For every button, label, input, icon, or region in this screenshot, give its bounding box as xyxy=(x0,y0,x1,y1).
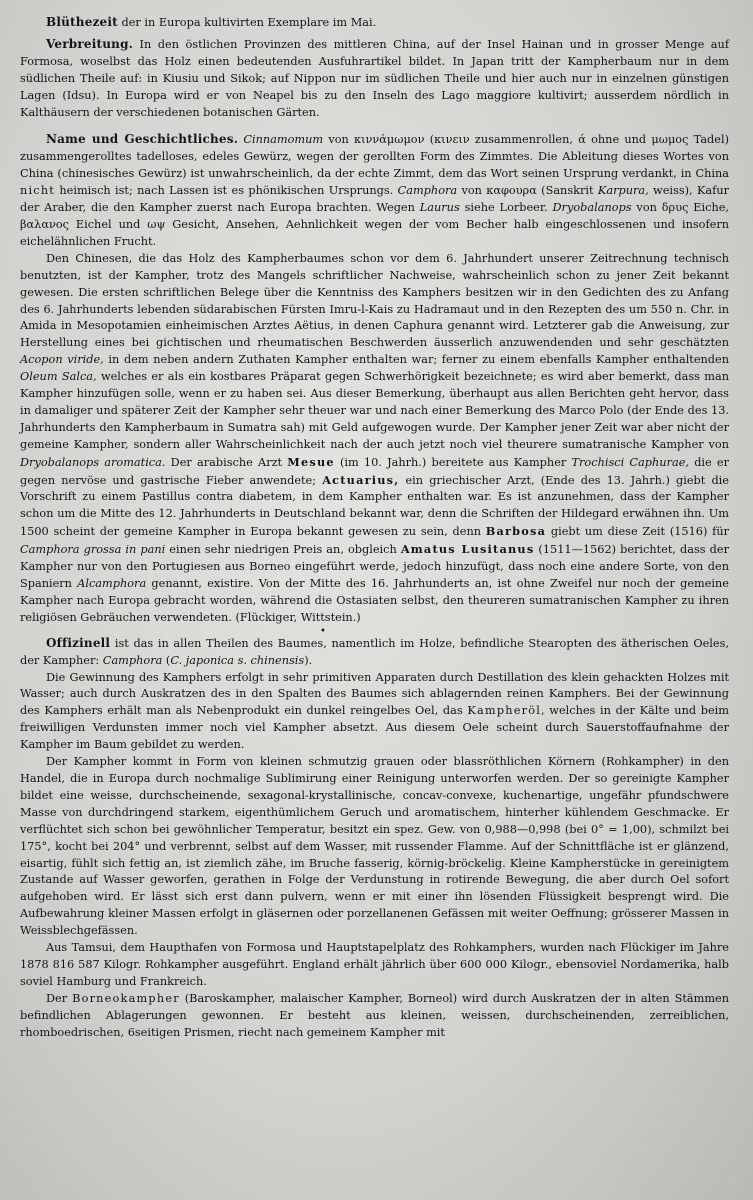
paragraph-eigenschaften xyxy=(20,754,729,940)
paragraph-offizinell xyxy=(20,635,729,670)
latin-name: C. japonica s. chinensis xyxy=(170,653,305,667)
text: ). xyxy=(304,653,313,667)
spaced-text: Kampheröl xyxy=(467,704,542,718)
text: (im 10. Jahrh.) bereitete aus Kampher xyxy=(334,455,572,469)
text: In den östlichen Provinzen des mittleren China, auf der Insel Hainan und in grosser Menge auf Formosa, woselbst das Holz einen bedeutenden Ausfuhrartikel bildet. In Japan tritt der Kampherbaum nur in dem südlichen Theile auf: in Kiusiu und Sikok; auf Nippon nur im südlichen Theile und hier auch nur in einzelnen günstigen Lagen (Idsu). In Europa wird er von Neapel bis zu den Inseln des Lago maggiore kultivirt; ausserdem nördlich in Kalthäusern der verschiedenen botanischen Gärten. xyxy=(20,37,729,119)
section-heading-verbreitung: Verbreitung. xyxy=(46,36,134,51)
paragraph-name-geschichte xyxy=(20,131,729,250)
text: der in Europa kultivirten Exemplare im Mai. xyxy=(117,16,377,29)
text: von κιννάμωμον (κινειν zusammenrollen, ά ohne und μωμος Tadel) zusammengerolltes tadelloses, edeles Gewürz, wegen der gerollten Form des Zimmtes. Die Ableitung dieses Wortes von China (chinesisches Gewürz) ist unwahrscheinlich, da der echte Zimmt, dem das Wort seinen Ursprung verdankt, in China xyxy=(20,133,729,181)
text: giebt um diese Zeit (1516) für xyxy=(546,525,729,539)
latin-name: Dryobalanops aromatica. xyxy=(20,455,166,469)
text: ( xyxy=(162,653,171,667)
text: welches er als ein kostbares Präparat gegen Schwerhörigkeit bezeichnete; es wird aber bemerkt, dass man Kampher hinzufügen solle, wenn er zu haben sei. Aus dieser Bemerkung, überhaupt aus allen Berichten geht hervor, dass in damaliger und späterer Zeit der Kampher sehr theuer war und nach einer Bemerkung des Marco Polo (der Ende des 13. Jahrhunderts den Kampherbaum in Sumatra sah) mit Geld aufgewogen wurde. Der Kampher jener Zeit war aber nicht der gemeine Kampher, sondern aller Wahrscheinlichkeit nach der auch jetzt noch viel theurere sumatranische Kampher von xyxy=(20,370,729,451)
spaced-text: nicht xyxy=(20,184,56,198)
person-name: Mesue xyxy=(287,454,335,469)
text: Den Chinesen, die das Holz des Kampherbaumes schon vor dem 6. Jahrhundert unserer Zeitrechnung technisch benutzten, ist der Kampher, trotz des Mangels schriftlicher Nachweise, wahrscheinlich schon zu jener Zeit bekannt gewesen. Die ersten schriftlichen Belege über die Kenntniss des Kamphers besitzen wir in den Gedichten des zu Anfang des 6. Jahrhunderts lebenden südarabischen Fürsten Imru-l-Kais zu Hadramaut und in den Rezepten des um 550 n. Chr. in Amida in Mesopotamien einheimischen Arztes Aëtius, in denen Caphura genannt wird. Letzterer gab die Anweisung, zur Herstellung eines bei gichtischen und rheumatischen Beschwerden äusserlich anzuwendenden und sehr geschätzten xyxy=(20,251,729,350)
person-name: Amatus Lusitanus xyxy=(400,542,535,557)
text: Die Gewinnung des Kamphers erfolgt in sehr primitiven Apparaten durch Destillation des klein gehackten Holzes mit Wasser; auch durch Auskratzen des in den Spalten des Baumes sich ablagernden reinen Kamphers. Bei der Gewinnung des Kamphers erhält man als Nebenprodukt ein dunkel reingelbes Oel, das xyxy=(20,670,729,718)
text: genannt, existire. Von der Mitte des 16. Jahrhunderts an, ist ohne Zweifel nur noch der gemeine Kampher nach Europa gebracht worden, während die Ostasiaten selbst, den theureren sumatranischen Kampher zu ihren religiösen Gebräuchen verwendeten. (Flückiger, Wittstein.) xyxy=(20,577,729,624)
section-heading-geschichte: Name und Geschichtliches. xyxy=(46,132,239,147)
text: in dem neben andern Zuthaten Kampher enthalten war; ferner zu einem ebenfalls Kampher enthaltenden xyxy=(103,353,729,367)
paragraph-gewinnung xyxy=(20,670,729,755)
latin-name: Alcamphora xyxy=(77,577,147,590)
text: von καφουρα (Sanskrit xyxy=(457,184,598,198)
latin-name: Camphora grossa in pani xyxy=(20,543,166,557)
text: Der arabische Arzt xyxy=(165,455,288,469)
text: Der Kampher kommt in Form von kleinen schmutzig grauen oder blassröthlichen Körnern (Rohkampher) in den Handel, die in Europa durch nochmalige Sublimirung einer Reinigung unterworfen werden. Der so gereinigte Kampher bildet eine weisse, durchscheinende, sexagonal-krystallinische, concav-convexe, kuchenartige, ungefähr pfundschwere Masse von durchdringend starkem, eigenthümlichem Geruch und aromatischem, hinterher kühlendem Geschmacke. Er verflüchtet sich schon bei gewöhnlicher Temperatur, besitzt ein spez. Gew. von 0,988—0,998 (bei 0° = 1,00), schmilzt bei 175°, kocht bei 204° und verbrennt, selbst auf dem Wasser, mit russender Flamme. Auf der Schnittfläche ist er glänzend, eisartig, fühlt sich fettig an, ist ziemlich zähe, im Bruche fasserig, körnig-bröckelig. Kleine Kampherstücke in gereinigtem Zustande auf Wasser geworfen, gerathen in Folge der Verdunstung in rotirende Bewegung, die aber durch Oel sofort aufgehoben wird. Er lässt sich erst dann pulvern, wenn er mit einer ihn lösenden Flüssigkeit besprengt wird. Die Aufbewahrung kleiner Massen erfolgt in gläsernen oder porzellanenen Gefässen mit weiter Oeffnung; grösserer Massen in Weissblechgefässen. xyxy=(20,755,729,938)
paragraph-bluethezeit xyxy=(20,14,729,32)
latin-name: Trochisci Caphurae, xyxy=(571,455,689,469)
latin-name: Cinnamomum xyxy=(243,133,324,147)
text: Der xyxy=(46,991,73,1005)
paragraph-borneokampher xyxy=(20,991,729,1042)
spaced-text: Borneokampher xyxy=(72,991,180,1005)
text: die er gegen nervöse und gastrische Fieber anwendete; xyxy=(20,455,730,487)
person-name: Barbosa xyxy=(485,524,547,539)
bullet-mark: • xyxy=(320,625,326,637)
text: , welches in der Kälte und beim freiwilligen Verdunsten immer noch viel Kampher absetzt. Aus diesem Oele scheint durch Sauerstoffaufnahme der Kampher im Baum gebildet zu werden. xyxy=(20,704,730,752)
text: (Baroskampher, malaischer Kampher, Borneol) wird durch Auskratzen der in alten Stämmen befindlichen Ablagerungen gewonnen. Er besteht aus kleinen, weissen, durchscheinenden, zerreiblichen, rhomboedrischen, 6seitigen Prismen, riecht nach gemeinem Kampher mit xyxy=(20,991,730,1039)
section-heading-bluethezeit: Blüthezeit xyxy=(46,15,118,29)
text: weiss), Kafur der Araber, die den Kampher zuerst nach Europa brachten. Wegen xyxy=(20,184,729,215)
text: siehe Lorbeer. xyxy=(459,201,553,215)
latin-name: Dryobalanops xyxy=(552,201,632,215)
text: von δρυς Eiche, βαλανος Eichel und ωψ Gesicht, Ansehen, Aehnlichkeit wegen der vom Becher halb eingeschlossenen und insofern eichelähnlichen Frucht. xyxy=(20,201,730,248)
text: heimisch ist; nach Lassen ist es phönikischen Ursprungs. xyxy=(55,184,398,198)
latin-name: Camphora xyxy=(397,184,458,198)
latin-name: Karpura, xyxy=(597,184,649,198)
paragraph-verbreitung xyxy=(20,36,729,122)
text: ist das in allen Theilen des Baumes, namentlich im Holze, befindliche Stearopten des ätherischen Oeles, der Kampher: xyxy=(20,636,729,667)
latin-name: Oleum Salca, xyxy=(20,370,97,384)
latin-name: Laurus xyxy=(419,201,460,215)
text: ein griechischer Arzt, (Ende des 13. Jahrh.) giebt die Vorschrift zu einem Pastillus contra diabetem, in dem Kampher enthalten war. Es ist anzunehmen, dass der Kampher schon um die Mitte des 12. Jahrhunderts in Deutschland bekannt war, denn die Schriften der Hildegard erwähnen ihn. Um 1500 scheint der gemeine Kampher in Europa bekannt gewesen zu sein, denn xyxy=(20,473,729,539)
latin-name: Acopon viride, xyxy=(20,353,104,367)
section-heading-offizinell: Offizinell xyxy=(46,635,111,650)
text: einen sehr niedrigen Preis an, obgleich xyxy=(165,543,401,557)
paragraph-history-chinese xyxy=(20,251,729,627)
latin-name: Camphora xyxy=(102,653,163,667)
person-name: Actuarius, xyxy=(322,472,400,487)
paragraph-handel xyxy=(20,940,729,991)
text: (1511—1562) berichtet, dass der Kampher nur von den Portugiesen aus Borneo eingeführt werde, jedoch hinzufügt, dass noch eine andere Sorte, von den Spaniern xyxy=(20,543,729,590)
text: Aus Tamsui, dem Haupthafen von Formosa und Hauptstapelplatz des Rohkamphers, wurden nach Flückiger im Jahre 1878 816 587 Kilogr. Rohkampher ausgeführt. England erhält jährlich über 600 000 Kilogr., ebensoviel Nordamerika, halb soviel Hamburg und Frankreich. xyxy=(20,941,729,988)
